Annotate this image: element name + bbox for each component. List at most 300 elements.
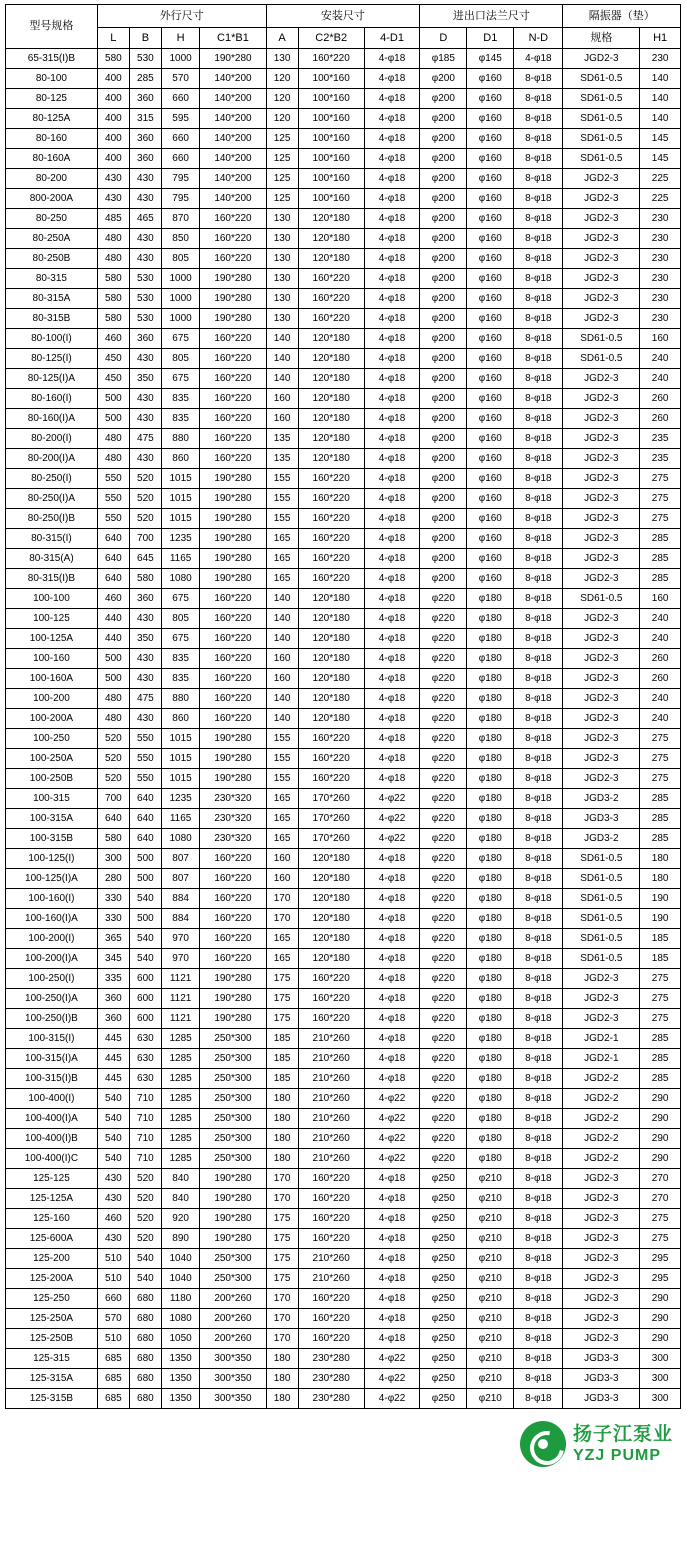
header-a: A: [266, 28, 298, 49]
cell-value: 580: [97, 289, 129, 309]
cell-value: SD61-0.5: [563, 149, 640, 169]
cell-value: 430: [129, 169, 161, 189]
cell-value: 140: [266, 589, 298, 609]
cell-model: 125-315A: [6, 1369, 98, 1389]
cell-value: φ220: [420, 829, 467, 849]
cell-value: φ220: [420, 729, 467, 749]
cell-value: φ185: [420, 49, 467, 69]
cell-value: 250*300: [200, 1089, 266, 1109]
cell-value: 8-φ18: [514, 269, 563, 289]
header-group-install: 安装尺寸: [266, 5, 420, 28]
cell-value: 630: [129, 1069, 161, 1089]
cell-value: 160*220: [298, 1289, 364, 1309]
cell-value: JGD2-3: [563, 1189, 640, 1209]
cell-value: 540: [129, 1249, 161, 1269]
cell-model: 80-315(I): [6, 529, 98, 549]
cell-value: 170: [266, 1169, 298, 1189]
cell-value: 4-φ18: [364, 1209, 420, 1229]
cell-value: 190*280: [200, 989, 266, 1009]
cell-value: 440: [97, 629, 129, 649]
cell-value: φ180: [467, 709, 514, 729]
cell-value: φ145: [467, 49, 514, 69]
cell-value: φ220: [420, 849, 467, 869]
cell-value: 4-φ18: [364, 689, 420, 709]
cell-value: 500: [97, 669, 129, 689]
cell-value: 120*180: [298, 229, 364, 249]
cell-value: 285: [640, 1029, 681, 1049]
cell-value: 4-φ22: [364, 1349, 420, 1369]
cell-value: 170: [266, 1189, 298, 1209]
cell-value: 365: [97, 929, 129, 949]
cell-value: 200*260: [200, 1309, 266, 1329]
cell-value: 240: [640, 689, 681, 709]
cell-model: 80-125(I)A: [6, 369, 98, 389]
cell-value: 1040: [161, 1269, 199, 1289]
cell-value: φ200: [420, 169, 467, 189]
cell-value: 190*280: [200, 1169, 266, 1189]
cell-value: 8-φ18: [514, 1209, 563, 1229]
cell-value: 8-φ18: [514, 1229, 563, 1249]
cell-model: 100-315A: [6, 809, 98, 829]
cell-value: φ250: [420, 1329, 467, 1349]
cell-value: φ250: [420, 1169, 467, 1189]
cell-value: 345: [97, 949, 129, 969]
cell-value: 190*280: [200, 289, 266, 309]
cell-value: 4-φ18: [364, 1229, 420, 1249]
cell-value: SD61-0.5: [563, 869, 640, 889]
cell-value: 190*280: [200, 1189, 266, 1209]
table-row: [6, 349, 681, 369]
cell-value: 100*160: [298, 129, 364, 149]
cell-value: 600: [129, 1009, 161, 1029]
cell-value: 160*220: [200, 889, 266, 909]
cell-value: 600: [129, 969, 161, 989]
table-row: [6, 449, 681, 469]
cell-model: 80-250A: [6, 229, 98, 249]
cell-value: 8-φ18: [514, 1049, 563, 1069]
cell-value: 8-φ18: [514, 549, 563, 569]
table-row: [6, 609, 681, 629]
cell-value: 120*180: [298, 689, 364, 709]
table-row: [6, 489, 681, 509]
cell-value: 640: [97, 809, 129, 829]
cell-value: 160*220: [298, 1229, 364, 1249]
cell-value: 130: [266, 209, 298, 229]
cell-value: 170: [266, 1329, 298, 1349]
cell-value: 400: [97, 149, 129, 169]
cell-value: 155: [266, 489, 298, 509]
cell-value: 4-φ22: [364, 1389, 420, 1409]
cell-value: 8-φ18: [514, 1389, 563, 1409]
cell-value: 160*220: [298, 1169, 364, 1189]
cell-value: 8-φ18: [514, 1069, 563, 1089]
cell-value: JGD2-3: [563, 989, 640, 1009]
cell-value: 230: [640, 49, 681, 69]
cell-value: 1121: [161, 989, 199, 1009]
cell-model: 125-200: [6, 1249, 98, 1269]
cell-model: 80-125: [6, 89, 98, 109]
cell-value: 170*260: [298, 789, 364, 809]
cell-value: 1000: [161, 269, 199, 289]
cell-value: JGD2-3: [563, 769, 640, 789]
table-row: [6, 729, 681, 749]
cell-value: 315: [129, 109, 161, 129]
cell-value: 120*180: [298, 669, 364, 689]
cell-value: 140: [266, 629, 298, 649]
cell-value: 275: [640, 989, 681, 1009]
cell-value: 4-φ18: [364, 569, 420, 589]
table-row: [6, 1049, 681, 1069]
cell-value: 175: [266, 1269, 298, 1289]
cell-value: 710: [129, 1109, 161, 1129]
table-row: [6, 89, 681, 109]
table-row: [6, 1009, 681, 1029]
cell-value: 1015: [161, 749, 199, 769]
cell-value: 130: [266, 49, 298, 69]
cell-value: 140*200: [200, 89, 266, 109]
cell-model: 100-400(I)A: [6, 1109, 98, 1129]
cell-value: SD61-0.5: [563, 89, 640, 109]
table-row: [6, 529, 681, 549]
cell-value: 4-φ18: [364, 289, 420, 309]
cell-value: 4-φ18: [364, 949, 420, 969]
cell-value: 530: [129, 309, 161, 329]
cell-value: φ220: [420, 609, 467, 629]
table-row: [6, 149, 681, 169]
cell-value: 475: [129, 429, 161, 449]
cell-value: 190*280: [200, 1229, 266, 1249]
cell-value: 1080: [161, 829, 199, 849]
cell-value: 160: [266, 869, 298, 889]
cell-model: 100-160(I)A: [6, 909, 98, 929]
table-row: [6, 669, 681, 689]
cell-value: 430: [129, 449, 161, 469]
cell-value: 165: [266, 789, 298, 809]
cell-value: SD61-0.5: [563, 889, 640, 909]
cell-value: 125: [266, 189, 298, 209]
cell-model: 100-200(I): [6, 929, 98, 949]
cell-value: SD61-0.5: [563, 909, 640, 929]
cell-value: JGD2-3: [563, 709, 640, 729]
cell-value: 4-φ18: [364, 1169, 420, 1189]
cell-value: 140*200: [200, 109, 266, 129]
cell-value: φ200: [420, 109, 467, 129]
cell-value: JGD2-3: [563, 1249, 640, 1269]
cell-value: 4-φ18: [364, 989, 420, 1009]
cell-value: φ180: [467, 649, 514, 669]
cell-value: 630: [129, 1049, 161, 1069]
cell-value: 125: [266, 129, 298, 149]
cell-value: 240: [640, 349, 681, 369]
table-row: [6, 949, 681, 969]
cell-value: JGD2-3: [563, 1309, 640, 1329]
cell-value: 8-φ18: [514, 309, 563, 329]
cell-value: 180: [266, 1149, 298, 1169]
cell-value: 4-φ18: [364, 669, 420, 689]
cell-value: 300*350: [200, 1369, 266, 1389]
cell-value: 400: [97, 109, 129, 129]
cell-value: JGD2-3: [563, 429, 640, 449]
cell-value: 710: [129, 1149, 161, 1169]
cell-value: 140: [640, 109, 681, 129]
cell-value: 230*280: [298, 1369, 364, 1389]
cell-value: 190*280: [200, 269, 266, 289]
cell-value: φ220: [420, 1109, 467, 1129]
cell-value: 185: [266, 1029, 298, 1049]
cell-value: 4-φ18: [364, 849, 420, 869]
cell-value: 430: [129, 349, 161, 369]
cell-value: φ160: [467, 529, 514, 549]
cell-value: 430: [129, 249, 161, 269]
cell-value: 4-φ18: [364, 449, 420, 469]
cell-value: 4-φ18: [364, 269, 420, 289]
cell-value: 290: [640, 1089, 681, 1109]
cell-value: 8-φ18: [514, 1169, 563, 1189]
cell-value: φ180: [467, 669, 514, 689]
header-l: L: [97, 28, 129, 49]
cell-value: 160*220: [200, 949, 266, 969]
cell-value: 160*220: [200, 429, 266, 449]
cell-model: 80-160(I): [6, 389, 98, 409]
cell-value: φ180: [467, 849, 514, 869]
cell-value: 640: [129, 809, 161, 829]
cell-value: φ160: [467, 209, 514, 229]
cell-value: 360: [97, 1009, 129, 1029]
cell-value: 160*220: [298, 1009, 364, 1029]
cell-value: 8-φ18: [514, 189, 563, 209]
cell-value: 8-φ18: [514, 749, 563, 769]
cell-value: 4-φ22: [364, 809, 420, 829]
cell-value: 120*180: [298, 429, 364, 449]
cell-value: 120: [266, 89, 298, 109]
cell-model: 125-125: [6, 1169, 98, 1189]
cell-value: 140: [266, 329, 298, 349]
table-row: [6, 1369, 681, 1389]
cell-value: φ220: [420, 889, 467, 909]
cell-model: 100-125: [6, 609, 98, 629]
cell-value: 550: [97, 489, 129, 509]
cell-value: 160*220: [298, 509, 364, 529]
cell-value: 120*180: [298, 589, 364, 609]
cell-value: 580: [97, 269, 129, 289]
cell-value: φ160: [467, 389, 514, 409]
cell-value: 160*220: [200, 649, 266, 669]
cell-value: 675: [161, 589, 199, 609]
cell-value: 4-φ18: [364, 649, 420, 669]
cell-value: 8-φ18: [514, 289, 563, 309]
cell-model: 100-125(I)A: [6, 869, 98, 889]
cell-value: 680: [129, 1349, 161, 1369]
cell-value: 120*180: [298, 869, 364, 889]
cell-model: 100-400(I): [6, 1089, 98, 1109]
cell-value: 330: [97, 909, 129, 929]
cell-value: 260: [640, 669, 681, 689]
cell-value: 480: [97, 229, 129, 249]
cell-value: 160*220: [200, 249, 266, 269]
cell-value: 290: [640, 1309, 681, 1329]
cell-value: 285: [640, 529, 681, 549]
table-row: [6, 869, 681, 889]
cell-model: 125-315B: [6, 1389, 98, 1409]
cell-value: 1000: [161, 289, 199, 309]
table-row: [6, 109, 681, 129]
cell-value: φ180: [467, 869, 514, 889]
cell-value: φ160: [467, 549, 514, 569]
cell-value: JGD2-3: [563, 609, 640, 629]
cell-value: 1235: [161, 529, 199, 549]
cell-value: 230: [640, 209, 681, 229]
cell-value: 4-φ18: [364, 309, 420, 329]
table-row: [6, 1129, 681, 1149]
cell-value: 285: [640, 1049, 681, 1069]
cell-value: 4-φ18: [364, 769, 420, 789]
cell-value: 8-φ18: [514, 449, 563, 469]
cell-value: 580: [97, 309, 129, 329]
cell-value: φ250: [420, 1189, 467, 1209]
cell-value: 8-φ18: [514, 949, 563, 969]
cell-value: 4-φ18: [364, 529, 420, 549]
cell-value: φ220: [420, 709, 467, 729]
cell-value: 300*350: [200, 1349, 266, 1369]
cell-value: JGD2-2: [563, 1129, 640, 1149]
cell-value: 120*180: [298, 909, 364, 929]
cell-value: 460: [97, 589, 129, 609]
cell-value: JGD2-3: [563, 189, 640, 209]
cell-value: 120: [266, 69, 298, 89]
cell-value: 235: [640, 449, 681, 469]
cell-value: 500: [129, 869, 161, 889]
table-row: [6, 429, 681, 449]
cell-value: φ200: [420, 149, 467, 169]
cell-value: 285: [640, 789, 681, 809]
cell-value: 430: [129, 389, 161, 409]
cell-value: 180: [266, 1109, 298, 1129]
cell-value: 160: [266, 389, 298, 409]
cell-value: 120*180: [298, 329, 364, 349]
cell-value: 8-φ18: [514, 649, 563, 669]
cell-value: φ210: [467, 1169, 514, 1189]
cell-value: φ200: [420, 69, 467, 89]
cell-value: 160*220: [298, 469, 364, 489]
cell-value: 160*220: [200, 229, 266, 249]
cell-value: 1080: [161, 1309, 199, 1329]
cell-value: 120*180: [298, 929, 364, 949]
cell-value: 170*260: [298, 809, 364, 829]
cell-value: 160*220: [298, 309, 364, 329]
cell-value: JGD2-3: [563, 1289, 640, 1309]
cell-value: φ200: [420, 269, 467, 289]
cell-value: 4-φ18: [364, 349, 420, 369]
cell-value: 640: [129, 789, 161, 809]
cell-value: 4-φ18: [364, 1309, 420, 1329]
cell-value: 140*200: [200, 69, 266, 89]
cell-value: φ220: [420, 809, 467, 829]
cell-value: 8-φ18: [514, 889, 563, 909]
cell-value: 170: [266, 889, 298, 909]
cell-value: 8-φ18: [514, 969, 563, 989]
cell-value: φ220: [420, 909, 467, 929]
cell-model: 80-250(I)B: [6, 509, 98, 529]
table-row: [6, 189, 681, 209]
cell-value: 160*220: [200, 349, 266, 369]
cell-value: φ220: [420, 869, 467, 889]
cell-value: 200*260: [200, 1289, 266, 1309]
cell-value: 4-φ18: [364, 929, 420, 949]
cell-value: 8-φ18: [514, 1349, 563, 1369]
cell-value: 285: [640, 569, 681, 589]
cell-value: JGD2-3: [563, 529, 640, 549]
cell-value: φ160: [467, 409, 514, 429]
cell-value: 660: [161, 149, 199, 169]
cell-value: 540: [129, 949, 161, 969]
cell-value: 640: [129, 829, 161, 849]
cell-value: 140*200: [200, 129, 266, 149]
cell-value: 160: [266, 409, 298, 429]
cell-model: 100-315B: [6, 829, 98, 849]
cell-value: 540: [97, 1129, 129, 1149]
table-row: [6, 549, 681, 569]
cell-value: φ180: [467, 929, 514, 949]
cell-value: φ180: [467, 1069, 514, 1089]
cell-value: φ160: [467, 149, 514, 169]
cell-value: 8-φ18: [514, 389, 563, 409]
table-row: [6, 789, 681, 809]
cell-value: 230*280: [298, 1389, 364, 1409]
cell-value: 285: [640, 549, 681, 569]
cell-value: JGD2-3: [563, 269, 640, 289]
cell-value: 485: [97, 209, 129, 229]
cell-value: 480: [97, 709, 129, 729]
cell-value: 130: [266, 249, 298, 269]
cell-value: JGD3-3: [563, 1349, 640, 1369]
cell-model: 100-250(I)B: [6, 1009, 98, 1029]
cell-value: JGD2-3: [563, 689, 640, 709]
table-row: [6, 249, 681, 269]
cell-value: 160*220: [200, 909, 266, 929]
cell-value: 540: [129, 889, 161, 909]
cell-value: 165: [266, 569, 298, 589]
cell-value: 4-φ18: [364, 89, 420, 109]
cell-value: φ160: [467, 369, 514, 389]
table-head: [6, 5, 681, 49]
cell-value: 1180: [161, 1289, 199, 1309]
cell-value: 180: [266, 1129, 298, 1149]
cell-value: φ220: [420, 1089, 467, 1109]
cell-value: JGD2-3: [563, 309, 640, 329]
cell-value: 190*280: [200, 49, 266, 69]
company-logo: [520, 1421, 673, 1467]
cell-value: 140: [266, 349, 298, 369]
cell-value: φ200: [420, 249, 467, 269]
cell-value: 8-φ18: [514, 489, 563, 509]
cell-value: 400: [97, 89, 129, 109]
cell-value: 120*180: [298, 889, 364, 909]
cell-value: 130: [266, 309, 298, 329]
cell-value: φ220: [420, 949, 467, 969]
cell-value: 1285: [161, 1049, 199, 1069]
cell-value: 210*260: [298, 1269, 364, 1289]
cell-value: 680: [129, 1369, 161, 1389]
table-row: [6, 709, 681, 729]
cell-value: 835: [161, 389, 199, 409]
cell-value: 8-φ18: [514, 629, 563, 649]
cell-value: φ200: [420, 89, 467, 109]
cell-model: 100-315: [6, 789, 98, 809]
cell-value: 580: [129, 569, 161, 589]
cell-value: φ200: [420, 229, 467, 249]
table-row: [6, 269, 681, 289]
table-row: [6, 229, 681, 249]
